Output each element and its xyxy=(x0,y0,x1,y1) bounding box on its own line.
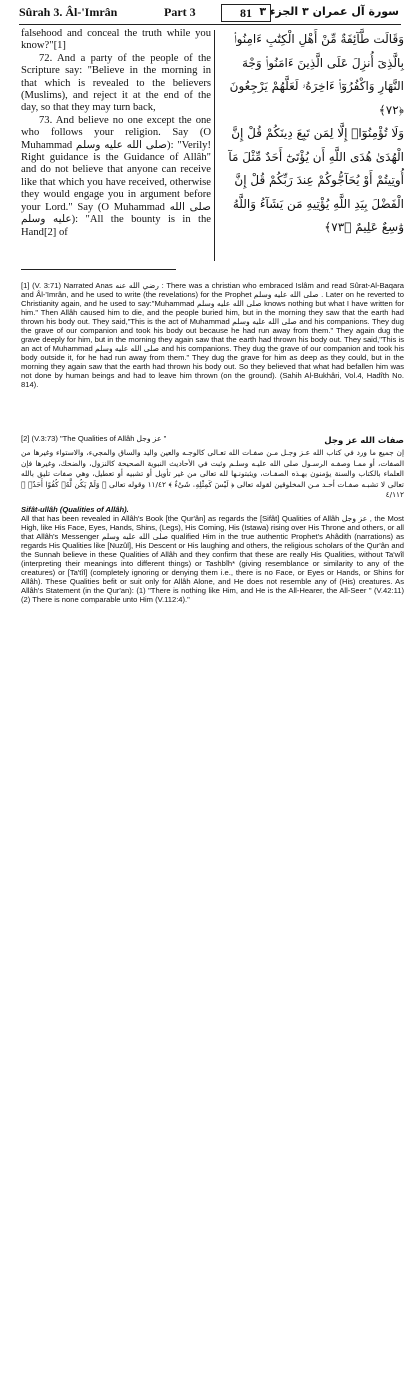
footnote-1: [1] (V. 3:71) Narrated Anas رضي الله عنه : There was a christian who embraced Islâm and read Sûrat-Al-Baqara and Âl-'Imrân, and he used to write (the revelations) for the Prophet صلى الله عليه وسلم . Later on he reverted to Christianity again, and he used to say:"Muhammad صلى الله عليه وسلم knows nothing but what I have written for him." Then Allâh caused him to die, and the people buried him, but in the morning they saw that the earth had thrown his body out. They said,"This is the act of Muhammad صلى الله عليه وسلم and his companions. They dug the grave of our companion and took his body out because he had run away from them." They again dug the grave deeply for him, but in the morning they again saw that the earth had thrown his body out. They said,"This is an act of Muhammad صلى الله عليه وسلم and his companions. They dug the grave of our companion and took his body outside it, for he had run away from them." They dug the grave for him as deep as they could, but in the morning they again saw that the earth had thrown his body out. So they believed that what had befallen him was not done by human beings and had to leave him thrown (on the ground). (Sahih Al-Bukhâri, Vol.4, Hadîth No. 814). xyxy=(21,281,405,389)
page-header xyxy=(19,4,401,25)
footnote-2-arabic: إن جميع ما ورد في كتاب الله عـز وجـل مـن صفـات الله تعـالى كالوجـه والعين واليد والساق والمجيء، والاستواء وغيرها من الصفات، أو ممـا وصفـه الرسـول صلى الله عليـه وسلـم وثبت في الأحاديث النبوية الصحيحة كالنزول، والضحك، وغيرها فإن العلماء بالكتاب والسنة يؤمنون بهـذه الصفـات، ويثبتونـها لله تعالى من غير تأويل أو تشبيه أو تعطيل، وهي صفات تليق بالله تعالى لا تشبـه صفـات أحـد مـن المخلوقين لقوله تعالى ﴿ لَيْسَ كَمِثْلِهِۦ شَىْءٌ ﴾ ١١/٤٢ وقوله تعالى ﴿ وَلَمْ يَكُن لَّهُۥ كُفُوًا أَحَدٌۢ ﴾ ٤/١١٢ xyxy=(21,448,404,499)
arabic-verse-72: وَقَالَت طَّآئِفَةٌ مِّنْ أَهْلِ الْكِتَٰبِ ءَامِنُوا۟ بِالَّذِىٓ أُنزِلَ عَلَى الَّذِينَ ءَامَنُوا۟ وَجْهَ النَّهَارِ وَاكْفُرُوٓا۟ ءَاخِرَهُۥ لَعَلَّهُمْ يَرْجِعُونَ ﴿٧٢﴾ xyxy=(229,32,404,117)
footnote-2-label: Sifât-ullâh (Qualities of Allâh). xyxy=(21,505,129,514)
arabic-verse-73: وَلَا تُؤْمِنُوٓا۟ إِلَّا لِمَن تَبِعَ دِينَكُمْ قُلْ إِنَّ الْهُدَىٰ هُدَى اللَّهِ أَن يُؤْتَىٰٓ أَحَدٌ مِّثْلَ مَآ أُوتِيتُمْ أَوْ يُحَآجُّوكُمْ عِندَ رَبِّكُمْ قُلْ إِنَّ الْفَضْلَ بِيَدِ اللَّهِ يُؤْتِيهِ مَن يَشَآءُ وَاللَّهُ وَٰسِعٌ عَلِيمٌ ﴿٧٣﴾ xyxy=(228,126,404,234)
column-divider xyxy=(214,30,215,261)
english-paragraph-1: falsehood and conceal the truth while you know?"[1] xyxy=(21,28,211,52)
arabic-header: سورة آل عمران ٣ الجزء ٣ xyxy=(259,5,399,18)
english-verse-72: 72. And a party of the people of the Scripture say: "Believe in the morning in that which is revealed to the believers (Muslims), and reject it at the end of the day, so that they may turn back, xyxy=(21,52,211,114)
footnote-2-arabic-heading: صفات الله عز وجل xyxy=(324,436,404,446)
surah-title: Sûrah 3. Âl-'Imrân xyxy=(19,5,118,19)
page-number: 81 xyxy=(221,4,271,22)
english-verse-73: 73. And believe no one except the one who follows your religion. Say (O Muhammad صلى الله عليه وسلم): "Verily! Right guidance is the Guidance of Allâh" and do not believe that anyone can receive like that which you have received, otherwise they would engage you in argument before your Lord." Say (O Muhammad صلى الله عليه وسلم): "All the bounty is in the Hand[2] of xyxy=(21,114,211,238)
english-translation xyxy=(21,28,211,239)
footnote-2-english xyxy=(21,505,404,604)
footnote-2-heading: [2] (V.3:73) "The Qualities of Allâh عز وجل " xyxy=(21,434,167,443)
arabic-text xyxy=(220,28,404,240)
footnote-2-body: All that has been revealed in Allâh's Book [the Qur'ân] as regards the [Sifât] Qualities of Allâh عز وجل , the Most High, like His Face, Eyes, Hands, Shins, (Legs), His Coming, His (Istawa) rising over His Throne and others, or all that Allâh's Messenger صلى الله عليه وسلم qualified Him in the true authentic Prophet's Ahâdith (narrations) as regards His Qualities like [Nuzûl], His Descent or His laughing and others, the religious scholars of the Qur'ân and the Sunnah believe in these Qualities of Allâh and they confirm that these are really His Qualities, without Ta'wîl (interpreting their meanings into different things) or Tashbîh* (giving resemblance or similarity to any of the creatures) or [Ta'tîl] (completely ignoring or denying them i.e., there is no Face, or Eyes or Hands, or Shins for Allâh). These Qualities befit or suit only for Allâh Alone, and He does not resemble any of (His) creatures. As Allâh's Statement (in the Qur'an): (1) "There is nothing like Him, and He is the All-Hearer, the All-Seer " (V.42:11) (2) There is none comparable unto Him (V.112:4)." xyxy=(21,514,405,604)
part-label: Part 3 xyxy=(164,5,196,19)
footnote-separator xyxy=(21,269,176,270)
